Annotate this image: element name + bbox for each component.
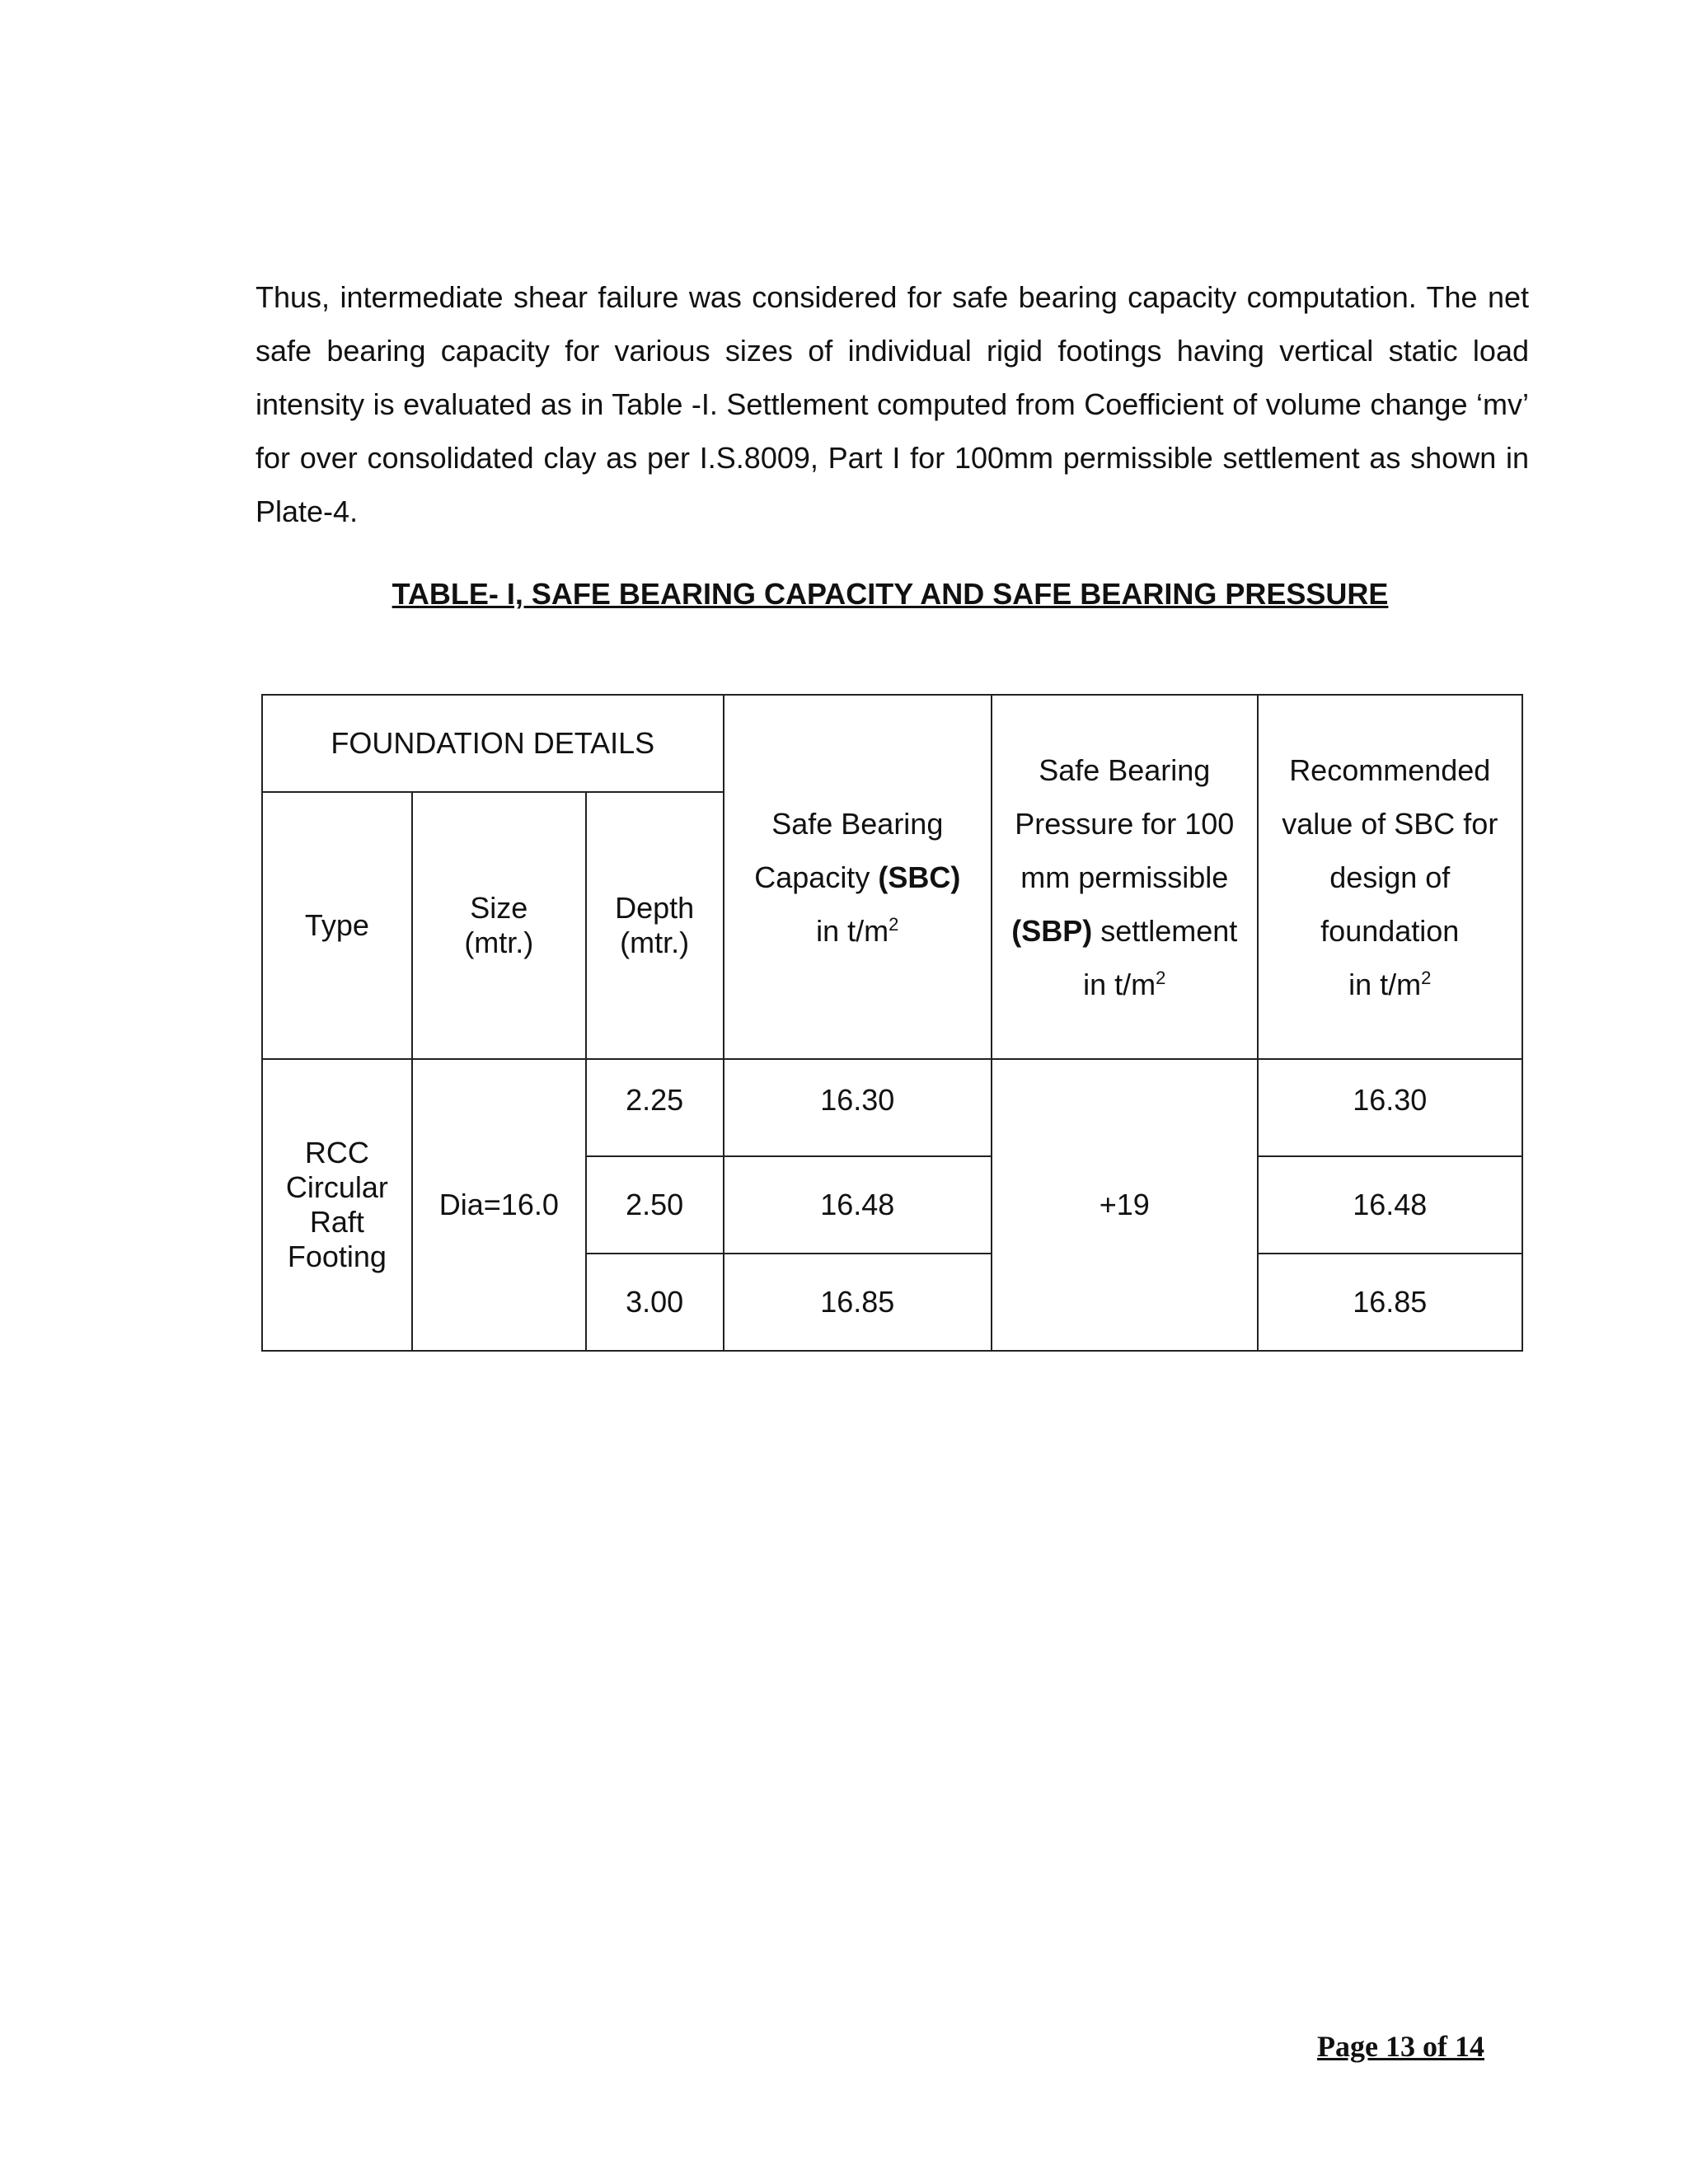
table-title: TABLE- I, SAFE BEARING CAPACITY AND SAFE BEARING PRESSURE [392,577,1389,611]
sbc-cell: 16.85 [724,1254,992,1351]
sbc-cell: 16.30 [724,1059,992,1156]
depth-cell: 2.25 [586,1059,724,1156]
recommended-header: Recommended value of SBC for design of foundation in $t/m^2$ [1258,695,1523,1059]
sbp-header: Safe Bearing Pressure for 100 mm permissible (SBP) settlement in $t/m^2$ [992,695,1257,1059]
recommended-cell: 16.48 [1258,1156,1523,1254]
foundation-details-header: FOUNDATION DETAILS [262,695,724,792]
sbc-header: Safe Bearing Capacity (SBC) in $t/m^2$ [724,695,992,1059]
recommended-cell: 16.85 [1258,1254,1523,1351]
depth-cell: 3.00 [586,1254,724,1351]
page-number: Page 13 of 14 [1317,2030,1484,2063]
sbc-table [261,694,1523,1352]
intro-paragraph: Thus, intermediate shear failure was considered for safe bearing capacity computation. The net safe bearing capacity for various sizes of individual rigid footings having vertical static load intensity is evaluated as in Table -I. Settlement computed from Coefficient of volume change ‘mv’ for over consolidated clay as per I.S.8009, Part I for 100mm permissible settlement as shown in Plate-4. [256,280,1529,528]
sbc-cell: 16.48 [724,1156,992,1254]
table-row [262,1059,1522,1156]
recommended-cell: 16.30 [1258,1059,1523,1156]
size-header: Size (mtr.) [412,792,586,1059]
type-cell: RCC Circular Raft Footing [262,1059,412,1351]
depth-cell: 2.50 [586,1156,724,1254]
size-cell: Dia=16.0 [412,1059,586,1351]
sbp-cell: +19 [992,1059,1257,1351]
type-header: Type [262,792,412,1059]
depth-header: Depth (mtr.) [586,792,724,1059]
